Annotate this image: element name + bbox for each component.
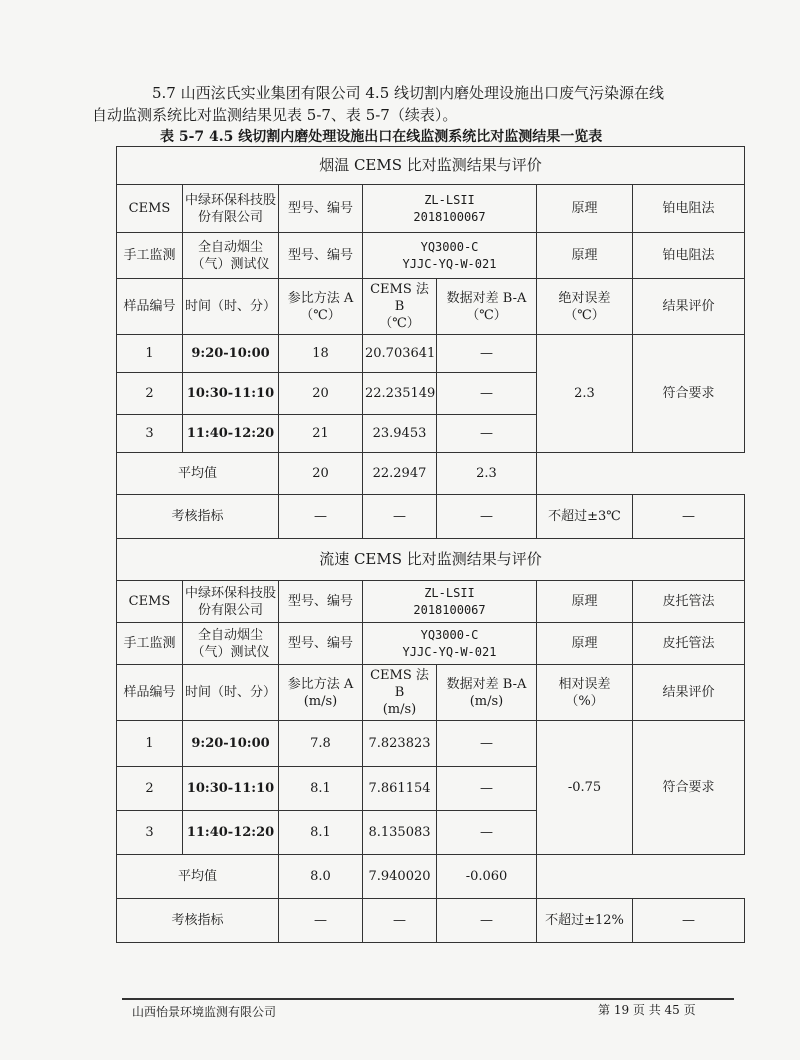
footer-divider	[122, 998, 734, 1000]
temp-row1-diff: —	[437, 335, 537, 373]
flow-h-error	[537, 665, 633, 721]
temp-row2-a: 20	[279, 373, 363, 415]
temp-manual-row	[117, 233, 745, 279]
flow-title-row	[117, 539, 745, 581]
intro-line-1: 5.7 山西泫氏实业集团有限公司 4.5 线切割内磨处理设施出口废气污染源在线	[152, 84, 665, 102]
flow-section-title: 流速 CEMS 比对监测结果与评价	[117, 539, 745, 581]
temp-average-row	[117, 453, 745, 495]
temp-h-sample: 样品编号	[117, 279, 183, 335]
temp-row2-diff: —	[437, 373, 537, 415]
flow-avg-diff: -0.060	[437, 855, 537, 899]
temp-manual-model-cell	[363, 233, 537, 279]
temp-avg-diff: 2.3	[437, 453, 537, 495]
flow-row1-time: 9:20-10:00	[183, 721, 279, 767]
flow-header-row	[117, 665, 745, 721]
flow-cems-principle-label: 原理	[537, 581, 633, 623]
temp-avg-label: 平均值	[117, 453, 279, 495]
flow-manual-model-label: 型号、编号	[279, 623, 363, 665]
flow-h-diff	[437, 665, 537, 721]
temp-cems-serial: 2018100067	[413, 209, 486, 224]
temp-manual-principle-label: 原理	[537, 233, 633, 279]
flow-row1-diff: —	[437, 721, 537, 767]
temp-manual-label: 手工监测	[117, 233, 183, 279]
flow-criteria-limit: 不超过±12%	[537, 899, 633, 943]
flow-row3-diff: —	[437, 811, 537, 855]
temp-h-ref-a-label: 参比方法 A	[287, 290, 354, 306]
flow-manual-principle-label: 原理	[537, 623, 633, 665]
temp-evaluation: 符合要求	[633, 335, 745, 453]
temp-row3-no: 3	[117, 415, 183, 453]
flow-h-error-label: 相对误差	[558, 676, 611, 692]
temp-h-ref-a-unit: （℃）	[300, 307, 341, 323]
temp-row1-a: 18	[279, 335, 363, 373]
flow-cems-model-cell	[363, 581, 537, 623]
footer-page-number: 第 19 页 共 45 页	[598, 1003, 696, 1017]
temp-h-cems-b-label: CEMS 法 B	[370, 282, 429, 314]
temp-h-error	[537, 279, 633, 335]
flow-row3-a: 8.1	[279, 811, 363, 855]
intro-line-2: 自动监测系统比对监测结果见表 5-7、表 5-7（续表）。	[92, 106, 458, 124]
flow-criteria-a: —	[279, 899, 363, 943]
flow-evaluation: 符合要求	[633, 721, 745, 855]
flow-h-cems-b-unit: (m/s)	[382, 702, 417, 717]
temp-row1-b: 20.703641	[363, 335, 437, 373]
temp-header-row	[117, 279, 745, 335]
flow-cems-model: ZL-LSII	[424, 585, 475, 600]
temp-avg-a: 20	[279, 453, 363, 495]
flow-h-ref-a-label: 参比方法 A	[287, 676, 354, 692]
temp-row1-time: 9:20-10:00	[183, 335, 279, 373]
flow-h-diff-label: 数据对差 B-A	[446, 676, 527, 692]
flow-h-error-unit: （%）	[565, 693, 604, 709]
flow-manual-model-cell	[363, 623, 537, 665]
flow-criteria-diff: —	[437, 899, 537, 943]
temp-criteria-a: —	[279, 495, 363, 539]
temp-h-diff	[437, 279, 537, 335]
flow-row2-a: 8.1	[279, 767, 363, 811]
flow-manual-principle: 皮托管法	[633, 623, 745, 665]
temp-criteria-label: 考核指标	[117, 495, 279, 539]
flow-average-row	[117, 855, 745, 899]
temp-title-row	[117, 147, 745, 185]
temp-row3-diff: —	[437, 415, 537, 453]
flow-row2-diff: —	[437, 767, 537, 811]
temp-criteria-b: —	[363, 495, 437, 539]
flow-manual-row	[117, 623, 745, 665]
flow-cems-serial: 2018100067	[413, 602, 486, 617]
temp-cems-principle-label: 原理	[537, 185, 633, 233]
temp-avg-b: 22.2947	[363, 453, 437, 495]
temp-cems-label: CEMS	[117, 185, 183, 233]
temp-h-diff-unit: （℃）	[466, 307, 507, 323]
flow-h-cems-b	[363, 665, 437, 721]
flow-manual-serial: YJJC-YQ-W-021	[402, 644, 497, 659]
flow-cems-model-label: 型号、编号	[279, 581, 363, 623]
flow-error-value: -0.75	[537, 721, 633, 855]
temp-row1-no: 1	[117, 335, 183, 373]
temp-manual-serial: YJJC-YQ-W-021	[402, 256, 497, 271]
flow-h-diff-unit: (m/s)	[469, 693, 504, 709]
flow-row2-no: 2	[117, 767, 183, 811]
table-row	[117, 721, 745, 767]
flow-row3-time: 11:40-12:20	[183, 811, 279, 855]
temp-h-error-unit: （℃）	[564, 307, 605, 323]
temp-h-diff-label: 数据对差 B-A	[446, 290, 527, 306]
temp-row3-time: 11:40-12:20	[183, 415, 279, 453]
flow-manual-model: YQ3000-C	[420, 627, 479, 642]
temp-cems-principle: 铂电阻法	[633, 185, 745, 233]
table-caption: 表 5-7 4.5 线切割内磨处理设施出口在线监测系统比对监测结果一览表	[160, 129, 603, 145]
footer-company: 山西怡景环境监测有限公司	[132, 1005, 277, 1019]
temp-h-time: 时间（时、分）	[183, 279, 279, 335]
flow-manual-device: 全自动烟尘（气）测试仪	[183, 623, 279, 665]
table-row	[117, 335, 745, 373]
temp-section-title: 烟温 CEMS 比对监测结果与评价	[117, 147, 745, 185]
temp-row2-no: 2	[117, 373, 183, 415]
flow-row2-time: 10:30-11:10	[183, 767, 279, 811]
temp-criteria-eval: —	[633, 495, 745, 539]
flow-row1-a: 7.8	[279, 721, 363, 767]
temp-h-cems-b-unit: （℃）	[379, 316, 420, 331]
temp-row3-a: 21	[279, 415, 363, 453]
flow-criteria-label: 考核指标	[117, 899, 279, 943]
flow-h-ref-a	[279, 665, 363, 721]
flow-row3-b: 8.135083	[363, 811, 437, 855]
temp-h-eval: 结果评价	[633, 279, 745, 335]
flow-criteria-b: —	[363, 899, 437, 943]
flow-cems-row	[117, 581, 745, 623]
flow-row1-b: 7.823823	[363, 721, 437, 767]
temp-row2-b: 22.235149	[363, 373, 437, 415]
temp-criteria-limit: 不超过±3℃	[537, 495, 633, 539]
temp-cems-model: ZL-LSII	[424, 192, 475, 207]
flow-h-ref-a-unit: (m/s)	[303, 693, 338, 709]
flow-row2-b: 7.861154	[363, 767, 437, 811]
flow-row1-no: 1	[117, 721, 183, 767]
temp-manual-model-label: 型号、编号	[279, 233, 363, 279]
flow-h-eval: 结果评价	[633, 665, 745, 721]
temp-row3-b: 23.9453	[363, 415, 437, 453]
flow-h-sample: 样品编号	[117, 665, 183, 721]
flow-avg-a: 8.0	[279, 855, 363, 899]
temp-cems-maker: 中绿环保科技股份有限公司	[183, 185, 279, 233]
temp-criteria-diff: —	[437, 495, 537, 539]
flow-avg-label: 平均值	[117, 855, 279, 899]
flow-avg-b: 7.940020	[363, 855, 437, 899]
temp-manual-model: YQ3000-C	[420, 239, 479, 254]
temp-h-error-label: 绝对误差	[558, 290, 611, 306]
temp-cems-row	[117, 185, 745, 233]
flow-cems-principle: 皮托管法	[633, 581, 745, 623]
temp-row2-time: 10:30-11:10	[183, 373, 279, 415]
temp-h-cems-b	[363, 279, 437, 335]
flow-row3-no: 3	[117, 811, 183, 855]
flow-criteria-row	[117, 899, 745, 943]
temp-cems-model-cell	[363, 185, 537, 233]
flow-criteria-eval: —	[633, 899, 745, 943]
flow-h-cems-b-label: CEMS 法 B	[370, 668, 429, 700]
temp-cems-model-label: 型号、编号	[279, 185, 363, 233]
temp-h-ref-a	[279, 279, 363, 335]
temp-error-value: 2.3	[537, 335, 633, 453]
flow-cems-label: CEMS	[117, 581, 183, 623]
flow-manual-label: 手工监测	[117, 623, 183, 665]
temp-manual-principle: 铂电阻法	[633, 233, 745, 279]
intro-paragraph	[92, 82, 722, 126]
temp-criteria-row	[117, 495, 745, 539]
comparison-table	[116, 146, 745, 943]
flow-h-time: 时间（时、分）	[183, 665, 279, 721]
temp-manual-device: 全自动烟尘（气）测试仪	[183, 233, 279, 279]
flow-cems-maker: 中绿环保科技股份有限公司	[183, 581, 279, 623]
